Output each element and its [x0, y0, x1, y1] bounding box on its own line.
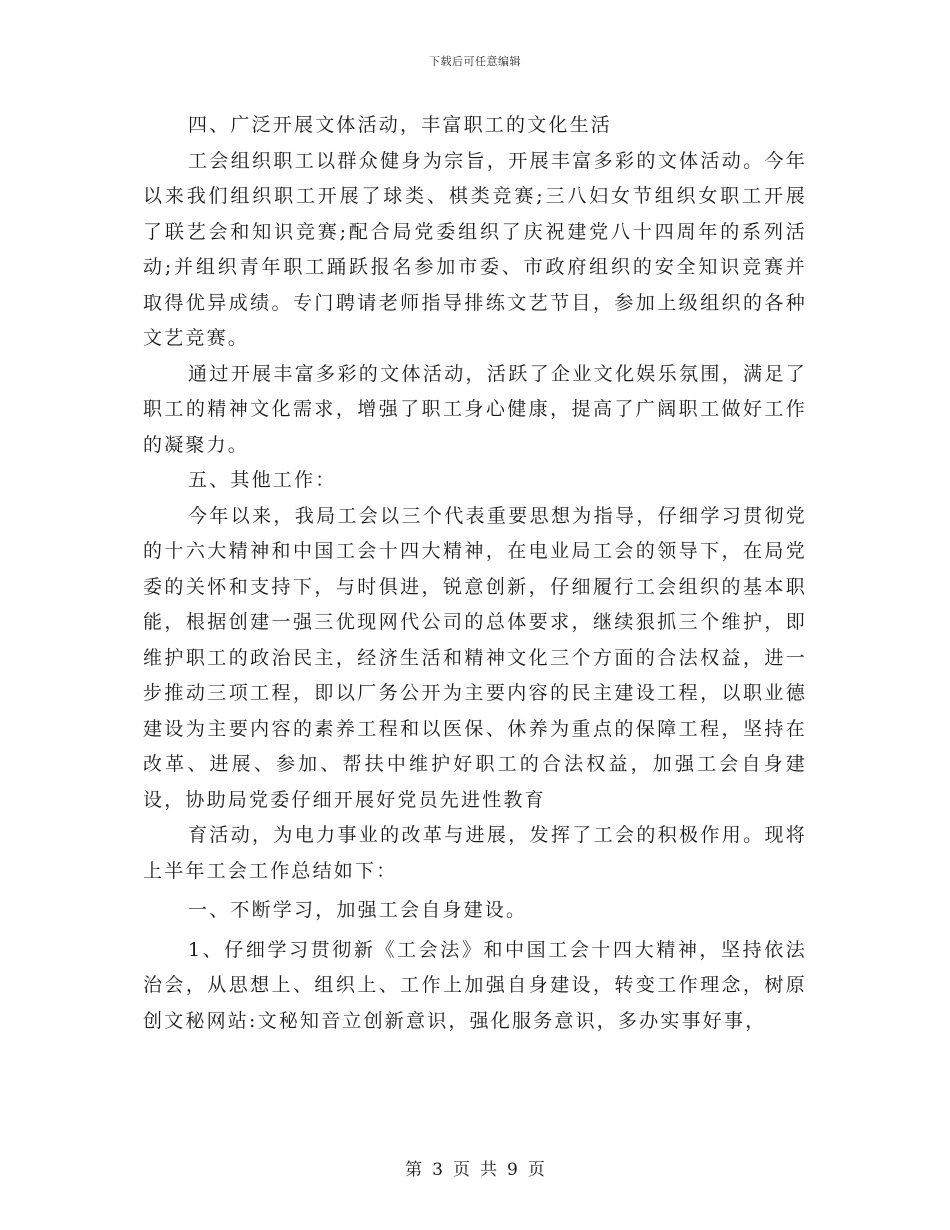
paragraph-summary-intro: 育活动，为电力事业的改革与进展，发挥了工会的积极作用。现将上半年工会工作总结如下： [143, 824, 807, 882]
section-heading-1: 一、不断学习，加强工会自身建设。 [188, 899, 528, 921]
section-heading-5: 五、其他工作： [188, 469, 337, 491]
page-footer [0, 1155, 950, 1180]
section-heading-4: 四、广泛开展文体活动，丰富职工的文化生活 [188, 114, 613, 136]
total-label: 共 [480, 1160, 497, 1180]
document-body [143, 108, 807, 1039]
header-note: 下载后可任意编辑 [429, 55, 521, 68]
paragraph-activity-results: 通过开展丰富多彩的文体活动，活跃了企业文化娱乐氛围，满足了职工的精神文化需求，增强了职工身心健康，提高了广阔职工做好工作的凝聚力。 [143, 362, 807, 456]
paragraph-cultural-activities: 工会组织职工以群众健身为宗旨，开展丰富多彩的文体活动。今年以来我们组织职工开展了球类、棋类竞赛;三八妇女节组织女职工开展了联艺会和知识竞赛;配合局党委组织了庆祝建党八十四周年的系列活动;并组织青年职工踊跃报名参加市委、市政府组织的安全知识竞赛并取得优异成绩。专门聘请老师指导排练文艺节目，参加上级组织的各种文艺竞赛。 [143, 149, 807, 349]
paragraph-study-item-1: 1、仔细学习贯彻新《工会法》和中国工会十四大精神，坚持依法治会，从思想上、组织上、工作上加强自身建设，转变工作理念，树原创文秘网站:文秘知音立创新意识，强化服务意识，多办实事好事， [143, 938, 807, 1032]
page-label: 第 [405, 1160, 423, 1180]
total-pages-number: 9 [507, 1160, 518, 1180]
page-unit: 页 [453, 1160, 470, 1180]
current-page-number: 3 [432, 1160, 443, 1180]
total-unit: 页 [527, 1160, 545, 1180]
paragraph-overview: 今年以来，我局工会以三个代表重要思想为指导，仔细学习贯彻党的十六大精神和中国工会十四大精神，在电业局工会的领导下，在局党委的关怀和支持下，与时俱进，锐意创新，仔细履行工会组织的基本职能，根据创建一强三优现网代公司的总体要求，继续狠抓三个维护，即维护职工的政治民主，经济生活和精神文化三个方面的合法权益，进一步推动三项工程，即以厂务公开为主要内容的民主建设工程，以职业德建设为主要内容的素养工程和以医保、休养为重点的保障工程，坚持在改革、进展、参加、帮扶中维护好职工的合法权益，加强工会自身建设，协助局党委仔细开展好党员先进性教育 [143, 504, 807, 811]
